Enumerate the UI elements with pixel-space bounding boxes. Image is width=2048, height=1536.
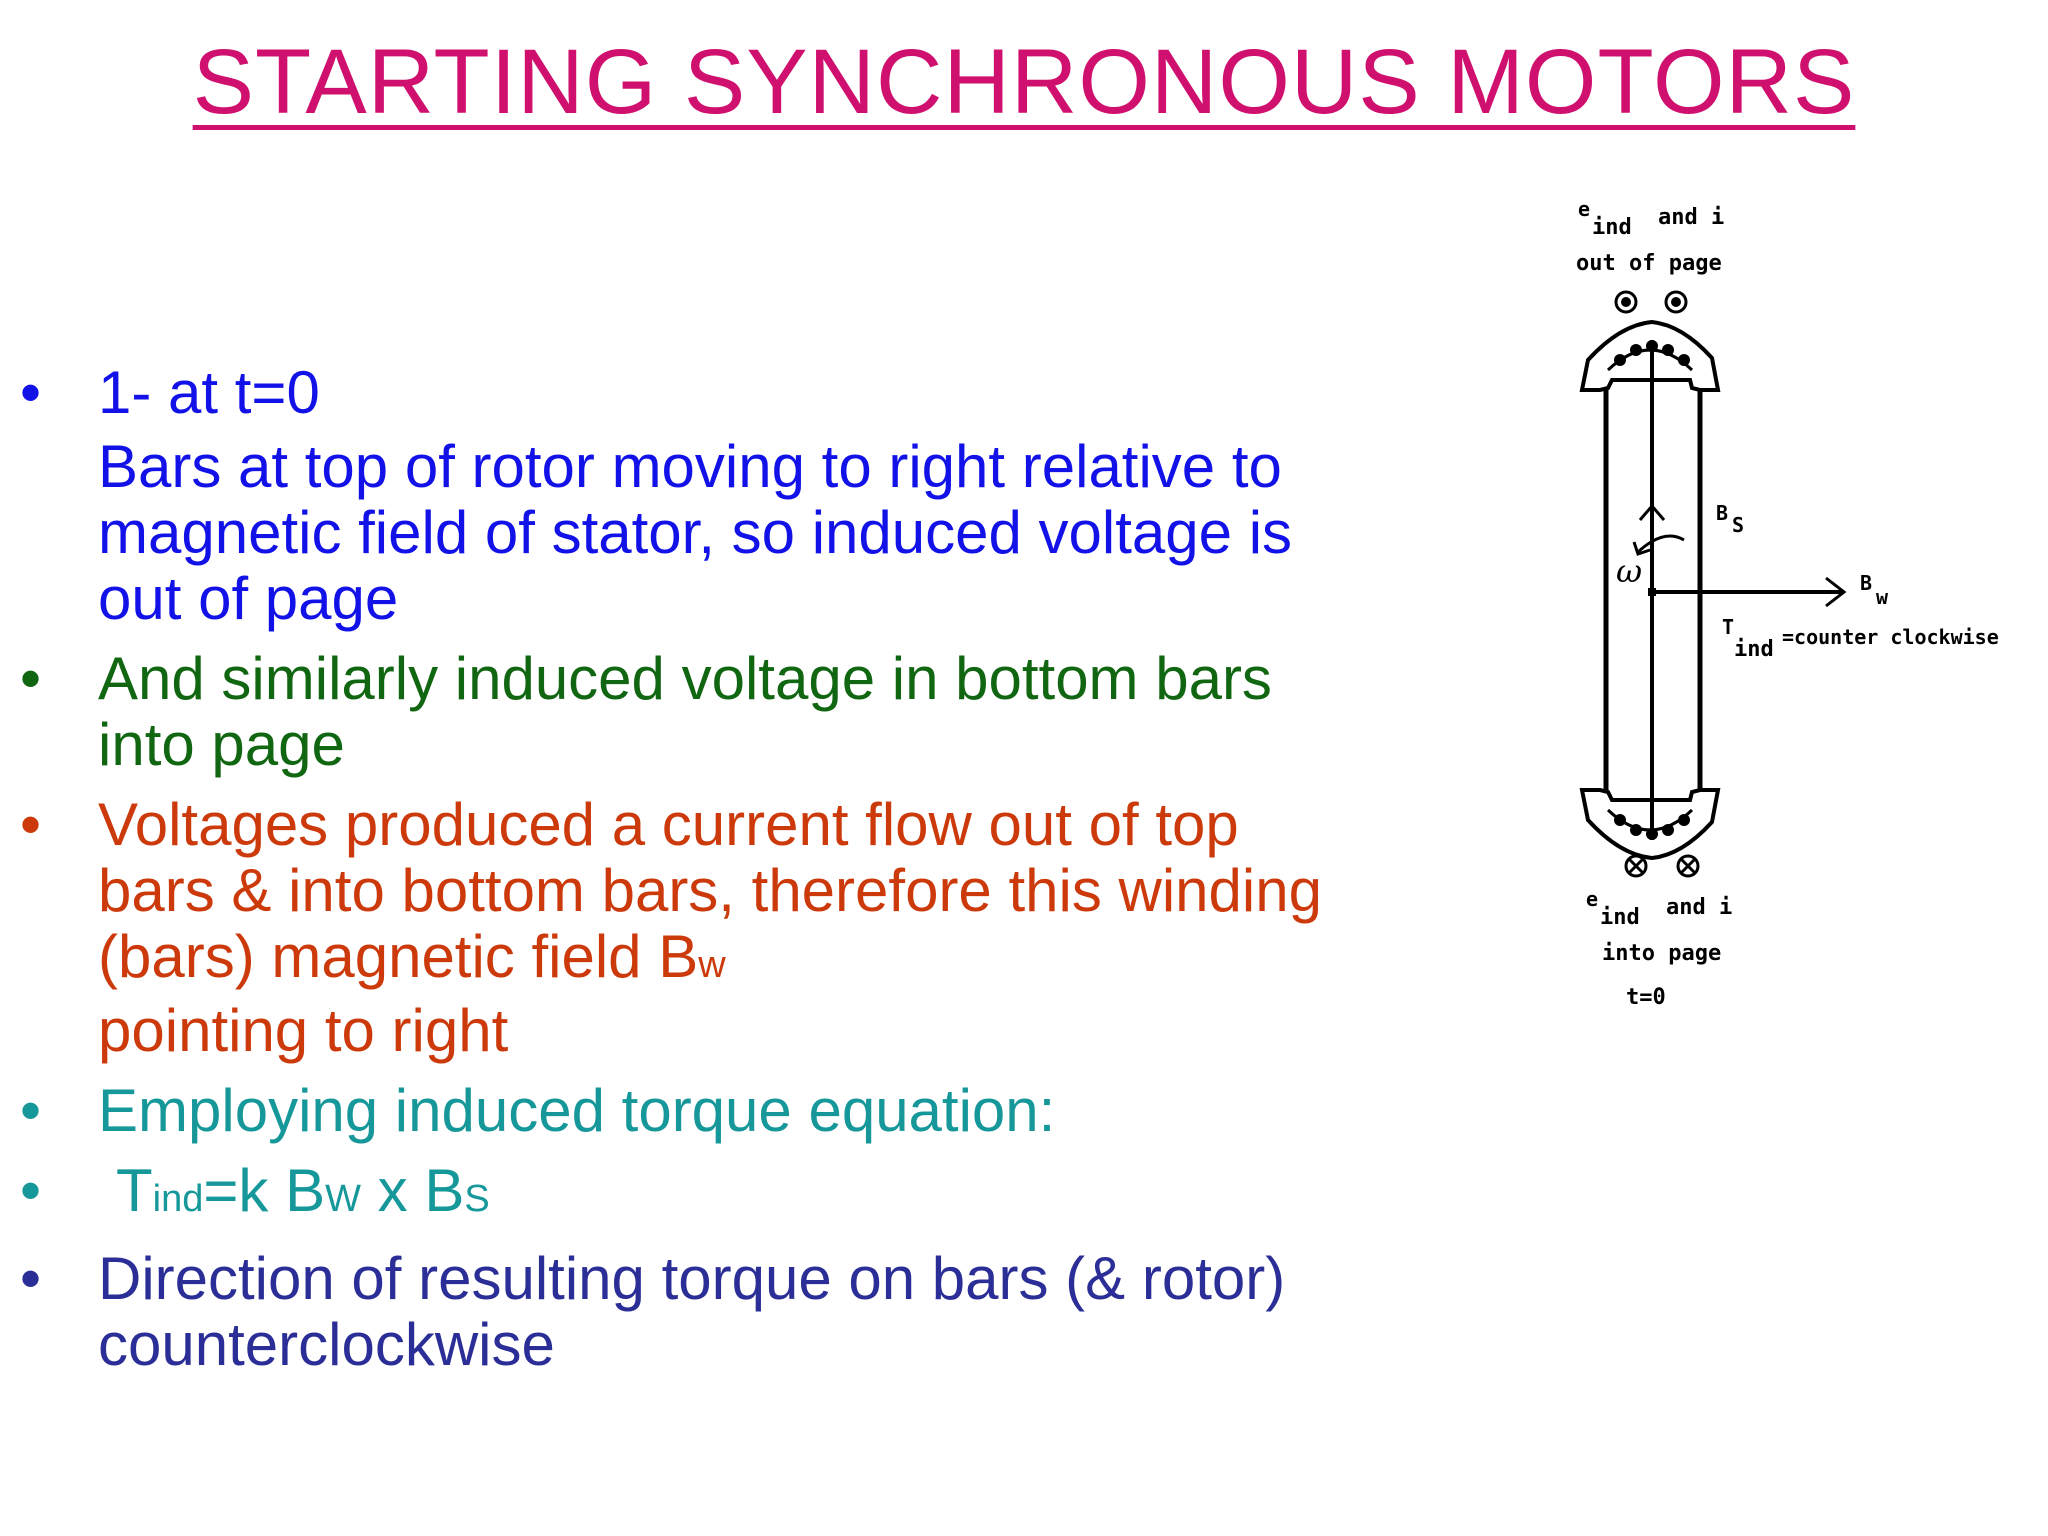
bw-b-label: B [1860,571,1873,595]
bullet-head: 1- at t=0 [98,359,320,426]
bullet-text: And similarly induced voltage in bottom bars into page [98,645,1272,778]
t-direction-label: =counter clockwise [1782,625,1999,649]
torque-equation [98,1157,490,1224]
top-ind-label: ind [1592,215,1632,240]
bullet-marker: • [20,1077,42,1144]
rotor-diagram [1560,190,2040,1030]
bullet-body: Bars at top of rotor moving to right relative to magnetic field of stator, so induced voltage is out of page [98,433,1293,632]
t-label: T [1722,615,1735,639]
bullet-marker: • [20,359,42,426]
top-and-i-label: and i [1658,205,1725,230]
bottom-e-label: e [1586,887,1599,911]
eq-x-b: x B [360,1157,465,1224]
torque-label [1722,615,1999,662]
bullet-item-2 [20,646,1340,778]
bottom-into-page-label: into page [1602,941,1722,966]
eq-w-sub: W [325,1178,361,1220]
bullet-item-3 [20,792,1340,1064]
omega-label: ω [1616,552,1643,590]
bottom-and-i-label: and i [1666,895,1733,920]
top-e-label: e [1578,197,1591,221]
bs-arrow [1640,501,1744,537]
top-out-of-page-label: out of page [1576,251,1722,276]
bottom-ind-label: ind [1600,905,1640,930]
eq-s-sub: S [464,1178,490,1220]
bs-b-label: B [1716,501,1729,525]
bullet-subscript: w [698,944,726,986]
bullet-marker: • [20,1245,42,1312]
bullet-marker: • [20,1157,42,1224]
eq-ind-sub: ind [152,1178,204,1220]
time-label: t=0 [1626,985,1666,1010]
bullet-marker: • [20,645,42,712]
slide-title [0,30,2048,135]
current-into-symbols [1626,856,1698,876]
eq-k-b: =k B [203,1157,326,1224]
bullet-item-5 [20,1158,1340,1232]
bs-s-label: S [1732,513,1745,537]
bullet-text: Voltages produced a current flow out of top bars & into bottom bars, therefore this winding (bars) magnetic field B [98,791,1322,990]
bullet-text: Employing induced torque equation: [98,1077,1056,1144]
bullet-text: Direction of resulting torque on bars (& rotor) counterclockwise [98,1245,1286,1378]
bullet-tail: pointing to right [98,997,509,1064]
bullet-item-1 [20,360,1340,632]
t-ind-label: ind [1734,637,1774,662]
slide-title-text: STARTING SYNCHRONOUS MOTORS [192,31,1856,133]
bullet-marker: • [20,791,42,858]
bullet-item-6 [20,1246,1340,1378]
bullet-list [20,360,1340,1392]
bw-arrow [1648,571,1889,609]
eq-t: T [116,1157,153,1224]
current-out-symbols [1616,292,1686,312]
bullet-item-4 [20,1078,1340,1144]
bw-w-label: w [1876,585,1889,609]
